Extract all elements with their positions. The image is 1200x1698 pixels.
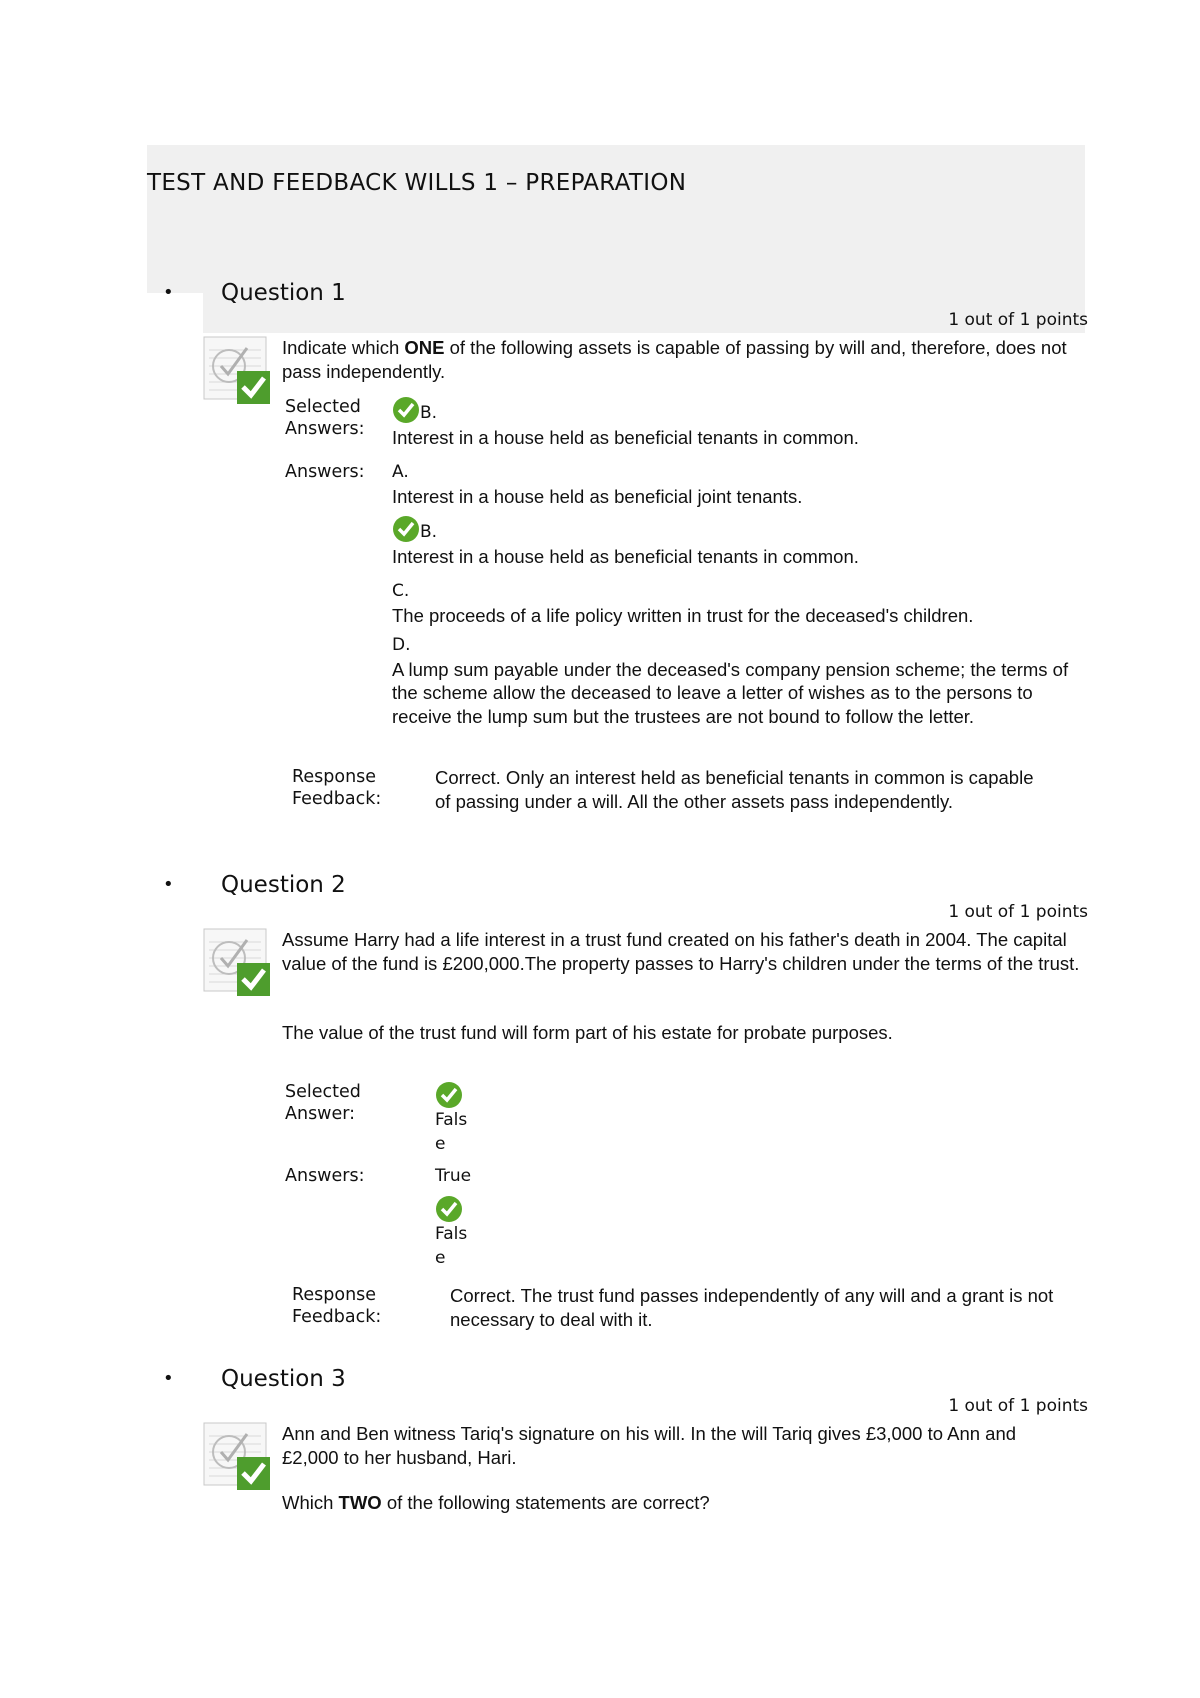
selected-answers-label: Selected Answers: <box>285 397 365 439</box>
question-2-answer-true: True <box>435 1166 472 1186</box>
question-1-answer-a: A. Interest in a house held as beneficial joint tenants. <box>392 462 803 507</box>
green-check-icon <box>435 1195 463 1223</box>
answers-label: Answers: <box>285 462 365 482</box>
response-feedback-label: Response Feedback: <box>292 1285 382 1327</box>
response-feedback-label: Response Feedback: <box>292 767 382 809</box>
graded-correct-icon <box>203 336 271 406</box>
selected-answer-label: Selected Answer: <box>285 1082 361 1124</box>
question-1-prompt: Indicate which ONE of the following assets is capable of passing by will and, therefore, does not pass independently. <box>282 337 1067 382</box>
question-2-selected-answer: Fals e <box>435 1081 467 1156</box>
title-band <box>147 145 1085 293</box>
question-1-answer-c: C. The proceeds of a life policy written in trust for the deceased's children. <box>392 581 974 626</box>
question-1-answer-b: B. Interest in a house held as beneficial tenants in common. <box>392 515 859 568</box>
question-2-answer-false: Fals e <box>435 1195 467 1270</box>
question-1-selected-answer: B. Interest in a house held as beneficial tenants in common. <box>392 396 859 449</box>
question-1-heading: Question 1 <box>221 280 346 306</box>
graded-correct-icon <box>203 928 271 998</box>
question-2-prompt: Assume Harry had a life interest in a trust fund created on his father's death in 2004. The capital value of the fund is £200,000.The property passes to Harry's children under the terms of the trust. <box>282 929 1080 974</box>
question-3-instruction: Which TWO of the following statements are correct? <box>282 1492 710 1513</box>
question-1-answer-d: D. A lump sum payable under the deceased's company pension scheme; the terms of the scheme allow the deceased to leave a letter of wishes as to the persons to receive the lump sum but the trustees are not bound to follow the letter. <box>392 635 1069 727</box>
question-1-bullet: • <box>163 282 174 303</box>
question-2-statement: The value of the trust fund will form part of his estate for probate purposes. <box>282 1022 893 1043</box>
question-3-prompt: Ann and Ben witness Tariq's signature on his will. In the will Tariq gives £3,000 to Ann and £2,000 to her husband, Hari. <box>282 1423 1017 1468</box>
green-check-icon <box>392 396 420 424</box>
answers-label: Answers: <box>285 1166 365 1186</box>
page-title: TEST AND FEEDBACK WILLS 1 – PREPARATION <box>147 170 687 196</box>
question-3-heading: Question 3 <box>221 1366 346 1392</box>
question-3-points: 1 out of 1 points <box>948 1396 1088 1416</box>
graded-correct-icon <box>203 1422 271 1492</box>
question-2-bullet: • <box>163 874 174 895</box>
question-1-points: 1 out of 1 points <box>948 310 1088 330</box>
question-2-feedback: Correct. The trust fund passes independently of any will and a grant is not necessary to deal with it. <box>450 1285 1054 1330</box>
question-1-feedback: Correct. Only an interest held as beneficial tenants in common is capable of passing under a will. All the other assets pass independently. <box>435 767 1034 812</box>
question-2-heading: Question 2 <box>221 872 346 898</box>
green-check-icon <box>435 1081 463 1109</box>
green-check-icon <box>392 515 420 543</box>
question-2-points: 1 out of 1 points <box>948 902 1088 922</box>
question-3-bullet: • <box>163 1368 174 1389</box>
